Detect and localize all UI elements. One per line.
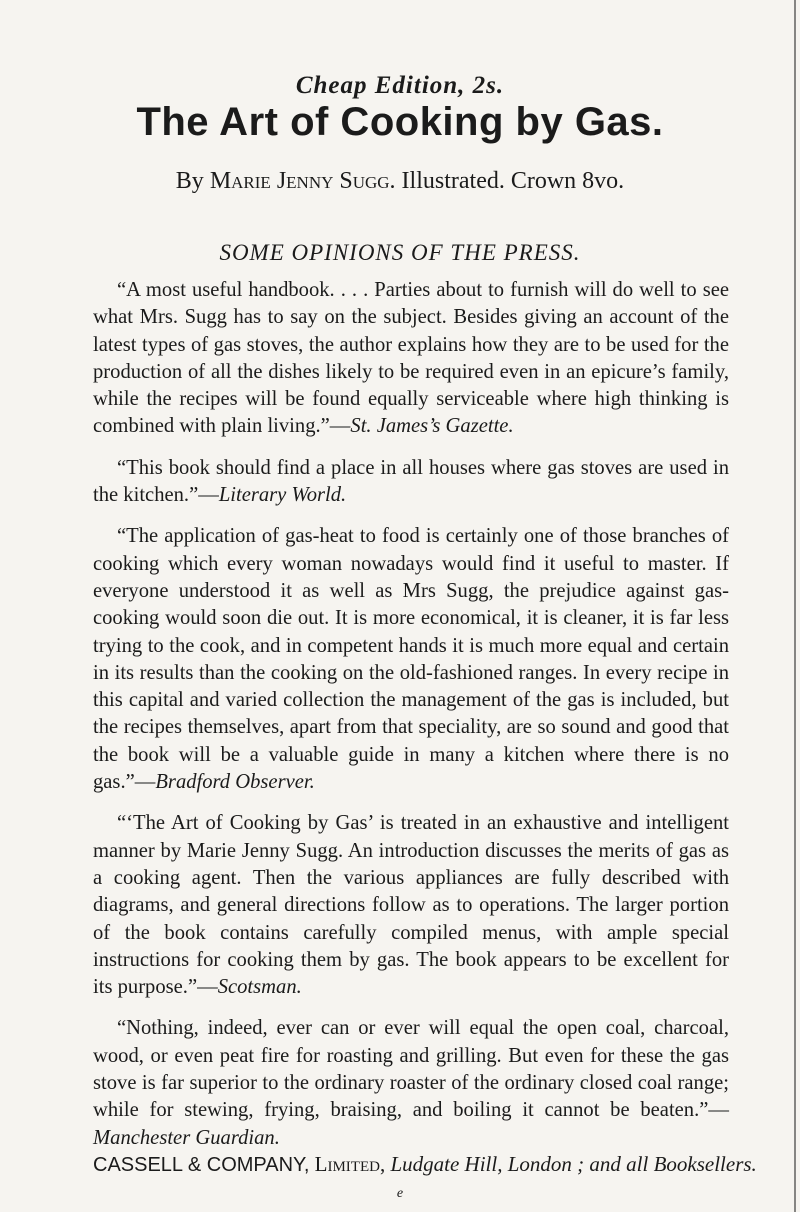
signature-mark: e bbox=[396, 1186, 404, 1201]
publisher-limited: Limited, bbox=[314, 1152, 386, 1176]
edition-line: Cheap Edition, 2s. bbox=[295, 72, 505, 99]
publisher-footer bbox=[93, 1152, 757, 1177]
review-source: St. James’s Gazette. bbox=[350, 415, 514, 438]
review-scotsman bbox=[93, 810, 729, 1001]
review-st-jamess-gazette bbox=[93, 277, 729, 441]
byline-prefix: By bbox=[175, 168, 210, 194]
review-source: Literary World. bbox=[218, 484, 347, 507]
review-text: “This book should find a place in all houses where gas stoves are used in the kitchen.”— bbox=[93, 456, 729, 507]
author-name: Marie Jenny Sugg bbox=[209, 168, 390, 194]
review-source: Bradford Observer. bbox=[155, 771, 315, 794]
review-text: “‘The Art of Cooking by Gas’ is treated in an exhaustive and intelligent manner by Marie Jenny Sugg. An introduction discusses the merits of gas as a cooking agent. Then the various appliances are fully described with diagrams, and general directions follow as to operations. The larger portion of the book contains carefully compiled menus, with ample special instructions for cooking them by gas. The book appears to be excellent for its purpose.”— bbox=[93, 812, 729, 999]
publisher-name: CASSELL & COMPANY, bbox=[93, 1154, 310, 1176]
byline bbox=[0, 168, 800, 195]
review-bradford-observer bbox=[93, 523, 729, 796]
press-reviews bbox=[93, 277, 729, 1166]
review-source: Scotsman. bbox=[217, 976, 302, 999]
book-title: The Art of Cooking by Gas. bbox=[136, 100, 664, 144]
byline-suffix: . Illustrated. Crown 8vo. bbox=[389, 168, 625, 194]
section-heading: SOME OPINIONS OF THE PRESS. bbox=[219, 240, 581, 265]
review-text: “A most useful handbook. . . . Parties about to furnish will do well to see what Mrs. Sugg has to say on the subject. Besides giving an account of the latest types of gas stoves, the author explains how they are to be used for the production of all the dishes likely to be required even in an epicure’s family, while the recipes will be found equally serviceable where high thinking is combined with plain living.”— bbox=[93, 279, 729, 438]
review-text: “The application of gas-heat to food is certainly one of those branches of cooking which every woman nowadays would find it useful to master. If everyone understood it as well as Mrs Sugg, the prejudice against gas-cooking would soon die out. It is more economical, it is cleaner, it is far less trying to the cook, and in competent hands it is much more equal and certain in its results than the cooking on the old-fashioned ranges. In every recipe in this capital and varied collection the management of the gas is included, but the recipes themselves, apart from that speciality, are so sound and good that the book will be a valuable guide in many a kitchen where there is no gas.”— bbox=[93, 525, 729, 794]
review-manchester-guardian bbox=[93, 1015, 729, 1151]
review-literary-world bbox=[93, 455, 729, 510]
review-source: Manchester Guardian. bbox=[93, 1126, 280, 1149]
review-text: “Nothing, indeed, ever can or ever will equal the open coal, charcoal, wood, or even peat fire for roasting and grilling. But even for these the gas stove is far superior to the ordinary roaster of the ordinary closed coal range; while for stewing, frying, braising, and boiling it cannot be beaten.”— bbox=[93, 1017, 729, 1122]
publisher-address: Ludgate Hill, London ; and all Booksellers. bbox=[390, 1152, 757, 1176]
